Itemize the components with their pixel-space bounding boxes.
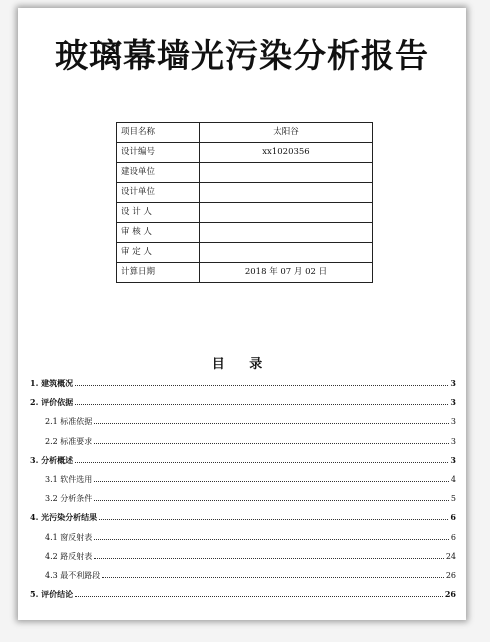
toc-page-number: 26: [445, 570, 456, 580]
field-label: 审 定 人: [117, 243, 200, 263]
toc-leader-dots: [75, 384, 448, 386]
toc-entry[interactable]: [30, 374, 456, 393]
table-row: [117, 163, 373, 183]
toc-entry[interactable]: [30, 528, 456, 547]
toc-entry[interactable]: [30, 432, 456, 451]
toc-entry-label: 4. 光污染分析结果: [30, 512, 98, 523]
toc-entry-label: 4.1 窗反射表: [45, 532, 93, 542]
toc-page-number: 24: [445, 551, 456, 561]
toc-leader-dots: [94, 538, 449, 540]
toc-page-number: 3: [450, 454, 456, 465]
toc-entry-label: 5. 评价结论: [30, 589, 74, 600]
field-label: 审 核 人: [117, 223, 200, 243]
toc-leader-dots: [99, 518, 448, 520]
field-label: 设 计 人: [117, 203, 200, 223]
table-row: [117, 223, 373, 243]
field-value: [200, 243, 373, 263]
table-of-contents: [30, 374, 456, 604]
toc-page-number: 3: [450, 417, 456, 427]
table-row: [117, 183, 373, 203]
toc-page-number: 6: [450, 512, 456, 523]
toc-leader-dots: [75, 595, 443, 597]
table-row: [117, 123, 373, 143]
field-value: [200, 223, 373, 243]
toc-entry-label: 4.3 最不利路段: [45, 570, 101, 580]
toc-leader-dots: [75, 403, 448, 405]
toc-leader-dots: [94, 499, 449, 501]
table-row: [117, 143, 373, 163]
toc-page-number: 26: [444, 589, 456, 600]
toc-page-number: 4: [450, 474, 456, 484]
toc-entry[interactable]: [30, 585, 456, 604]
toc-entry[interactable]: [30, 451, 456, 470]
toc-leader-dots: [94, 422, 449, 424]
toc-entry-label: 2. 评价依据: [30, 397, 74, 408]
field-value: [200, 183, 373, 203]
project-info-table: [116, 122, 373, 283]
toc-entry-label: 1. 建筑概况: [30, 378, 74, 388]
toc-leader-dots: [94, 557, 444, 559]
field-label: 设计编号: [117, 143, 200, 163]
report-title: 玻璃幕墙光污染分析报告: [55, 36, 429, 75]
table-row: [117, 263, 373, 283]
toc-heading: 目 录: [211, 357, 273, 372]
toc-entry[interactable]: [30, 566, 456, 585]
field-value: [200, 203, 373, 223]
field-value: xx1020356: [200, 143, 373, 163]
toc-leader-dots: [75, 461, 448, 463]
toc-entry[interactable]: [30, 412, 456, 431]
field-label: 项目名称: [117, 123, 200, 143]
toc-page-number: 5: [450, 494, 456, 504]
field-label: 计算日期: [117, 263, 200, 283]
toc-entry-label: 4.2 路反射表: [45, 551, 93, 561]
toc-leader-dots: [94, 480, 449, 482]
toc-leader-dots: [102, 576, 444, 578]
field-label: 建设单位: [117, 163, 200, 183]
toc-entry[interactable]: [30, 547, 456, 566]
toc-entry[interactable]: [30, 470, 456, 489]
toc-entry-label: 2.2 标准要求: [45, 436, 93, 446]
toc-entry[interactable]: [30, 489, 456, 508]
toc-entry-label: 3.1 软件选用: [45, 474, 93, 484]
toc-entry-label: 3.2 分析条件: [45, 494, 93, 504]
field-value: [200, 163, 373, 183]
table-row: [117, 203, 373, 223]
toc-page-number: 3: [450, 436, 456, 446]
toc-entry-label: 3. 分析概述: [30, 454, 74, 465]
toc-page-number: 3: [450, 397, 456, 408]
field-label: 设计单位: [117, 183, 200, 203]
toc-page-number: 3: [450, 378, 456, 388]
toc-leader-dots: [94, 442, 449, 444]
toc-page-number: 6: [450, 532, 456, 542]
toc-entry[interactable]: [30, 393, 456, 412]
toc-entry-label: 2.1 标准依据: [45, 417, 93, 427]
document-page: [18, 8, 466, 620]
toc-entry[interactable]: [30, 508, 456, 527]
field-value: 太阳谷: [200, 123, 373, 143]
field-value: 2018 年 07 月 02 日: [200, 263, 373, 283]
table-row: [117, 243, 373, 263]
